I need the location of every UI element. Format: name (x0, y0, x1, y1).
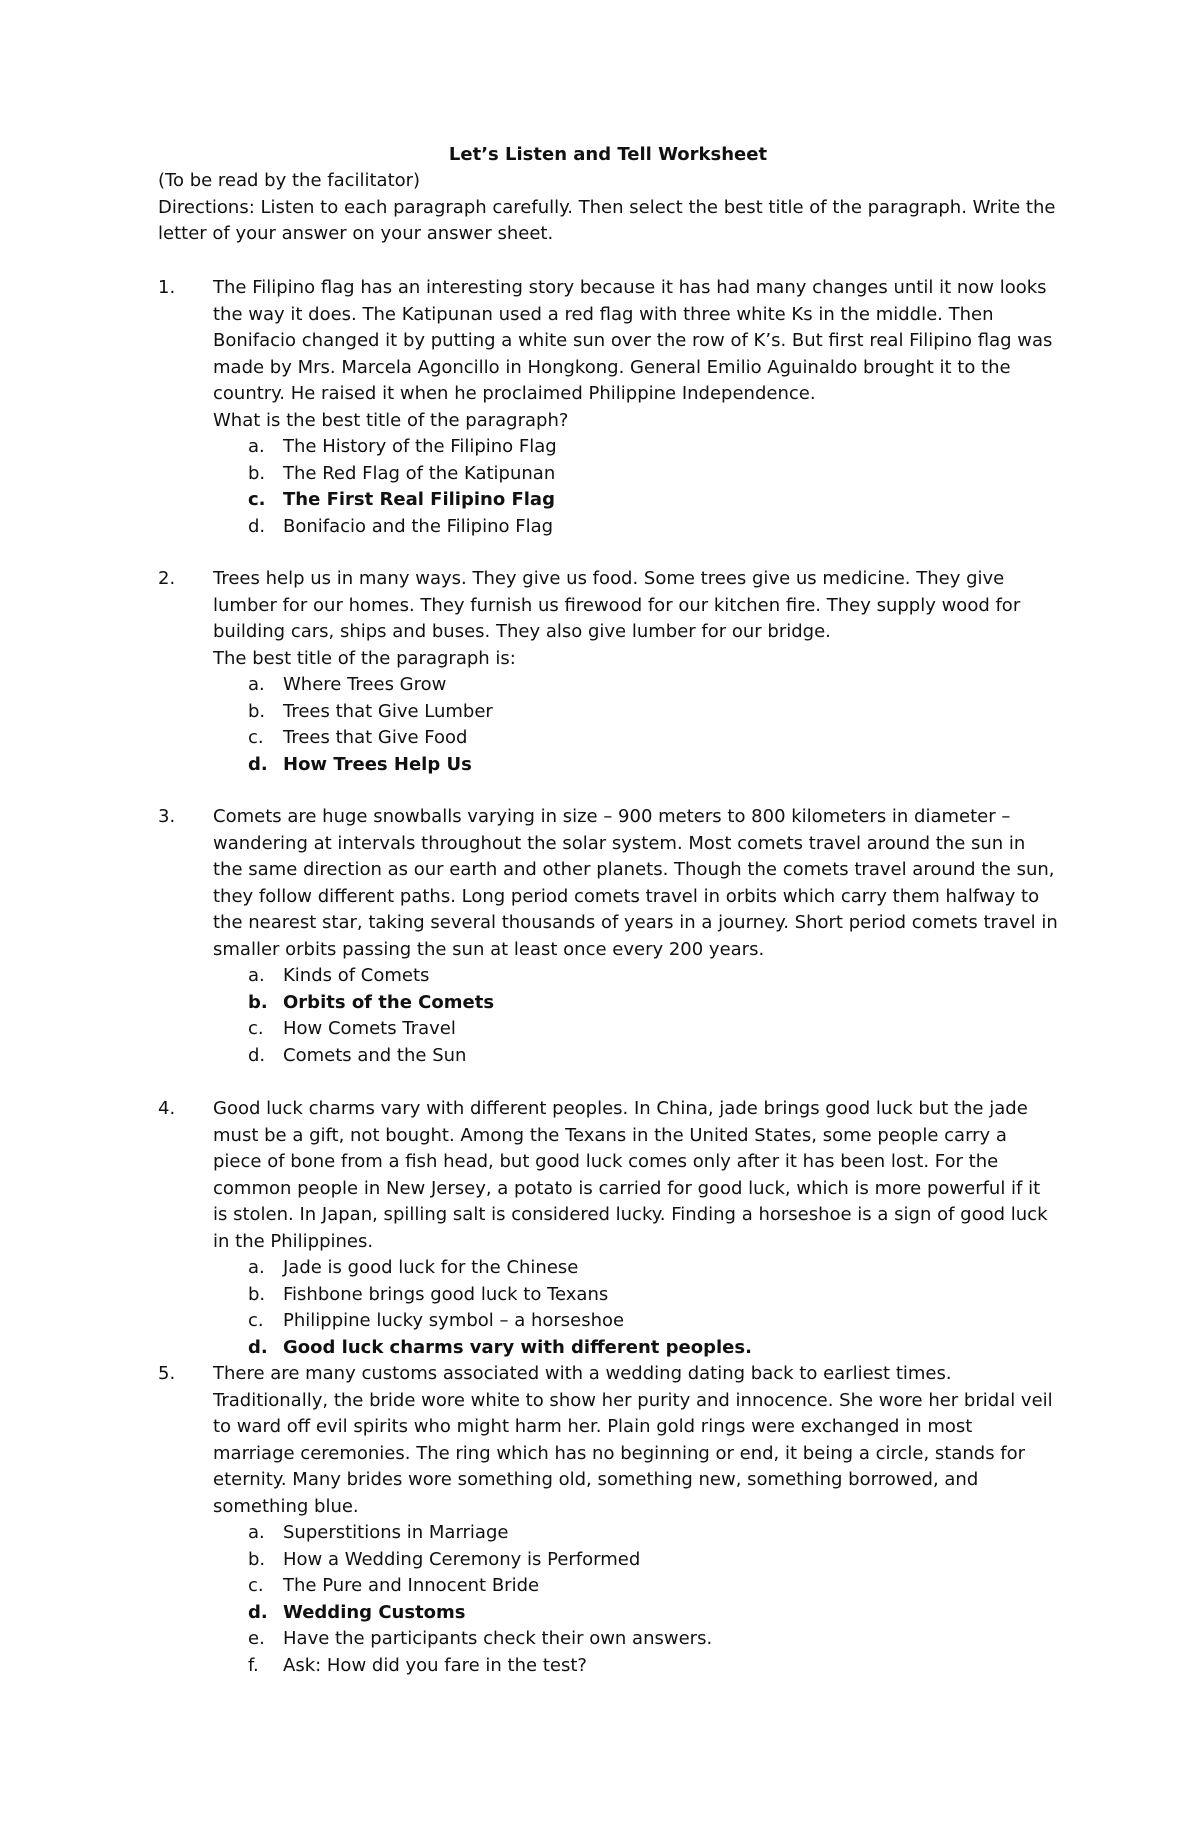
answer-option (213, 1573, 1058, 1600)
option-letter: d. (248, 515, 266, 537)
option-text: Philippine lucky symbol – a horseshoe (283, 1310, 625, 1331)
answer-option (213, 963, 1058, 990)
option-text: The History of the Filipino Flag (283, 436, 557, 457)
answer-option (213, 1016, 1058, 1043)
option-letter: d. (248, 753, 268, 775)
option-letter: a. (248, 1522, 265, 1543)
option-letter: b. (248, 462, 266, 484)
option-letter: e. (248, 1628, 265, 1649)
answer-option (213, 1600, 1058, 1627)
answer-option (213, 434, 1058, 461)
option-letter: c. (248, 1575, 264, 1596)
answer-option (213, 1520, 1058, 1547)
item-number: 3. (158, 806, 176, 827)
answer-option (213, 1282, 1058, 1309)
option-text: Fishbone brings good luck to Texans (283, 1283, 609, 1305)
option-letter: b. (248, 1548, 266, 1570)
answer-option (213, 1626, 1058, 1653)
intro (158, 168, 1058, 248)
option-text: How Trees Help Us (283, 753, 472, 775)
option-letter: a. (248, 674, 265, 695)
answer-option (213, 1308, 1058, 1335)
option-list (213, 434, 1058, 540)
paragraph: The Filipino flag has an interesting story because it has had many changes until it now looks the way it does. The Katipunan used a red flag with three white Ks in the middle. Then Bonifacio changed it by putting a white sun over the row of K’s. But first real Filipino flag was made by Mrs. Marcela Agoncillo in Hongkong. General Emilio Aguinaldo brought it to the country. He raised it when he proclaimed Philippine Independence. (213, 277, 1053, 404)
paragraph: Good luck charms vary with different peoples. In China, jade brings good luck but the jade must be a gift, not bought. Among the Texans in the United States, some people carry a piece of bone from a fish head, but good luck comes only after it has been lost. For the common people in New Jersey, a potato is carried for good luck, which is more powerful if it is stolen. In Japan, spilling salt is considered lucky. Finding a horseshoe is a sign of good luck in the Philippines. (213, 1098, 1048, 1252)
answer-option (213, 1547, 1058, 1574)
option-letter: d. (248, 1601, 268, 1623)
option-letter: b. (248, 991, 268, 1013)
page-title: Let’s Listen and Tell Worksheet (448, 144, 768, 165)
option-text: Comets and the Sun (283, 1044, 467, 1066)
option-text: The Red Flag of the Katipunan (283, 462, 556, 484)
option-text: The First Real Filipino Flag (283, 489, 555, 510)
option-text: Good luck charms vary with different peoples. (283, 1336, 752, 1358)
option-list (213, 1255, 1058, 1361)
option-letter: a. (248, 1257, 265, 1278)
answer-option (213, 461, 1058, 488)
option-letter: c. (248, 727, 264, 748)
paragraph: Comets are huge snowballs varying in size – 900 meters to 800 kilometers in diameter – wandering at intervals throughout the solar system. Most comets travel around the sun in the same direction as our earth and other planets. Though the comets travel around the sun, they follow different paths. Long period comets travel in orbits which carry them halfway to the nearest star, taking several thousands of years in a journey. Short period comets travel in smaller orbits passing the sun at least once every 200 years. (213, 806, 1058, 960)
item-number: 5. (158, 1363, 176, 1384)
option-letter: c. (248, 1310, 264, 1331)
option-letter: b. (248, 700, 266, 722)
answer-option (213, 672, 1058, 699)
option-letter: d. (248, 1336, 268, 1358)
option-text: The Pure and Innocent Bride (283, 1575, 540, 1596)
option-text: Trees that Give Lumber (283, 700, 493, 722)
paragraph: Trees help us in many ways. They give us food. Some trees give us medicine. They give lumber for our homes. They furnish us firewood for our kitchen fire. They supply wood for building cars, ships and buses. They also give lumber for our bridge. (213, 568, 1021, 642)
item-number: 4. (158, 1098, 176, 1119)
option-text: Trees that Give Food (283, 727, 468, 748)
option-letter: a. (248, 436, 265, 457)
option-text: Have the participants check their own answers. (283, 1628, 713, 1649)
option-list (213, 672, 1058, 778)
answer-option (213, 1255, 1058, 1282)
answer-option (213, 1653, 1058, 1680)
option-letter: c. (248, 489, 266, 510)
answer-option (213, 514, 1058, 541)
facilitator-note: (To be read by the facilitator) (158, 170, 421, 191)
answer-option (213, 990, 1058, 1017)
option-letter: b. (248, 1283, 266, 1305)
option-text: Superstitions in Marriage (283, 1522, 509, 1543)
answer-option (213, 725, 1058, 752)
option-text: Bonifacio and the Filipino Flag (283, 515, 554, 537)
answer-option (213, 1043, 1058, 1070)
option-text: Ask: How did you fare in the test? (283, 1654, 587, 1676)
option-text: How Comets Travel (283, 1018, 456, 1039)
option-letter: a. (248, 965, 265, 986)
answer-option (213, 699, 1058, 726)
option-letter: c. (248, 1018, 264, 1039)
answer-option (213, 487, 1058, 514)
option-list (213, 963, 1058, 1069)
option-list (213, 1520, 1058, 1679)
question-prompt: The best title of the paragraph is: (213, 647, 516, 669)
answer-option (213, 752, 1058, 779)
option-text: Kinds of Comets (283, 965, 430, 986)
option-text: Where Trees Grow (283, 674, 447, 695)
item-number: 2. (158, 568, 176, 589)
item-number: 1. (158, 277, 176, 298)
option-letter: f. (248, 1654, 259, 1676)
option-letter: d. (248, 1044, 266, 1066)
option-text: Orbits of the Comets (283, 991, 495, 1013)
question-prompt: What is the best title of the paragraph? (213, 409, 569, 431)
option-text: Wedding Customs (283, 1601, 466, 1623)
option-text: How a Wedding Ceremony is Performed (283, 1548, 641, 1570)
paragraph: There are many customs associated with a wedding dating back to earliest times. Traditionally, the bride wore white to show her purity and innocence. She wore her bridal veil to ward off evil spirits who might harm her. Plain gold rings were exchanged in most marriage ceremonies. The ring which has no beginning or end, it being a circle, stands for eternity. Many brides wore something old, something new, something borrowed, and something blue. (213, 1363, 1053, 1517)
option-text: Jade is good luck for the Chinese (283, 1257, 579, 1278)
answer-option (213, 1335, 1058, 1362)
directions: Directions: Listen to each paragraph carefully. Then select the best title of the paragraph. Write the letter of your answer on your answer sheet. (158, 196, 1056, 244)
